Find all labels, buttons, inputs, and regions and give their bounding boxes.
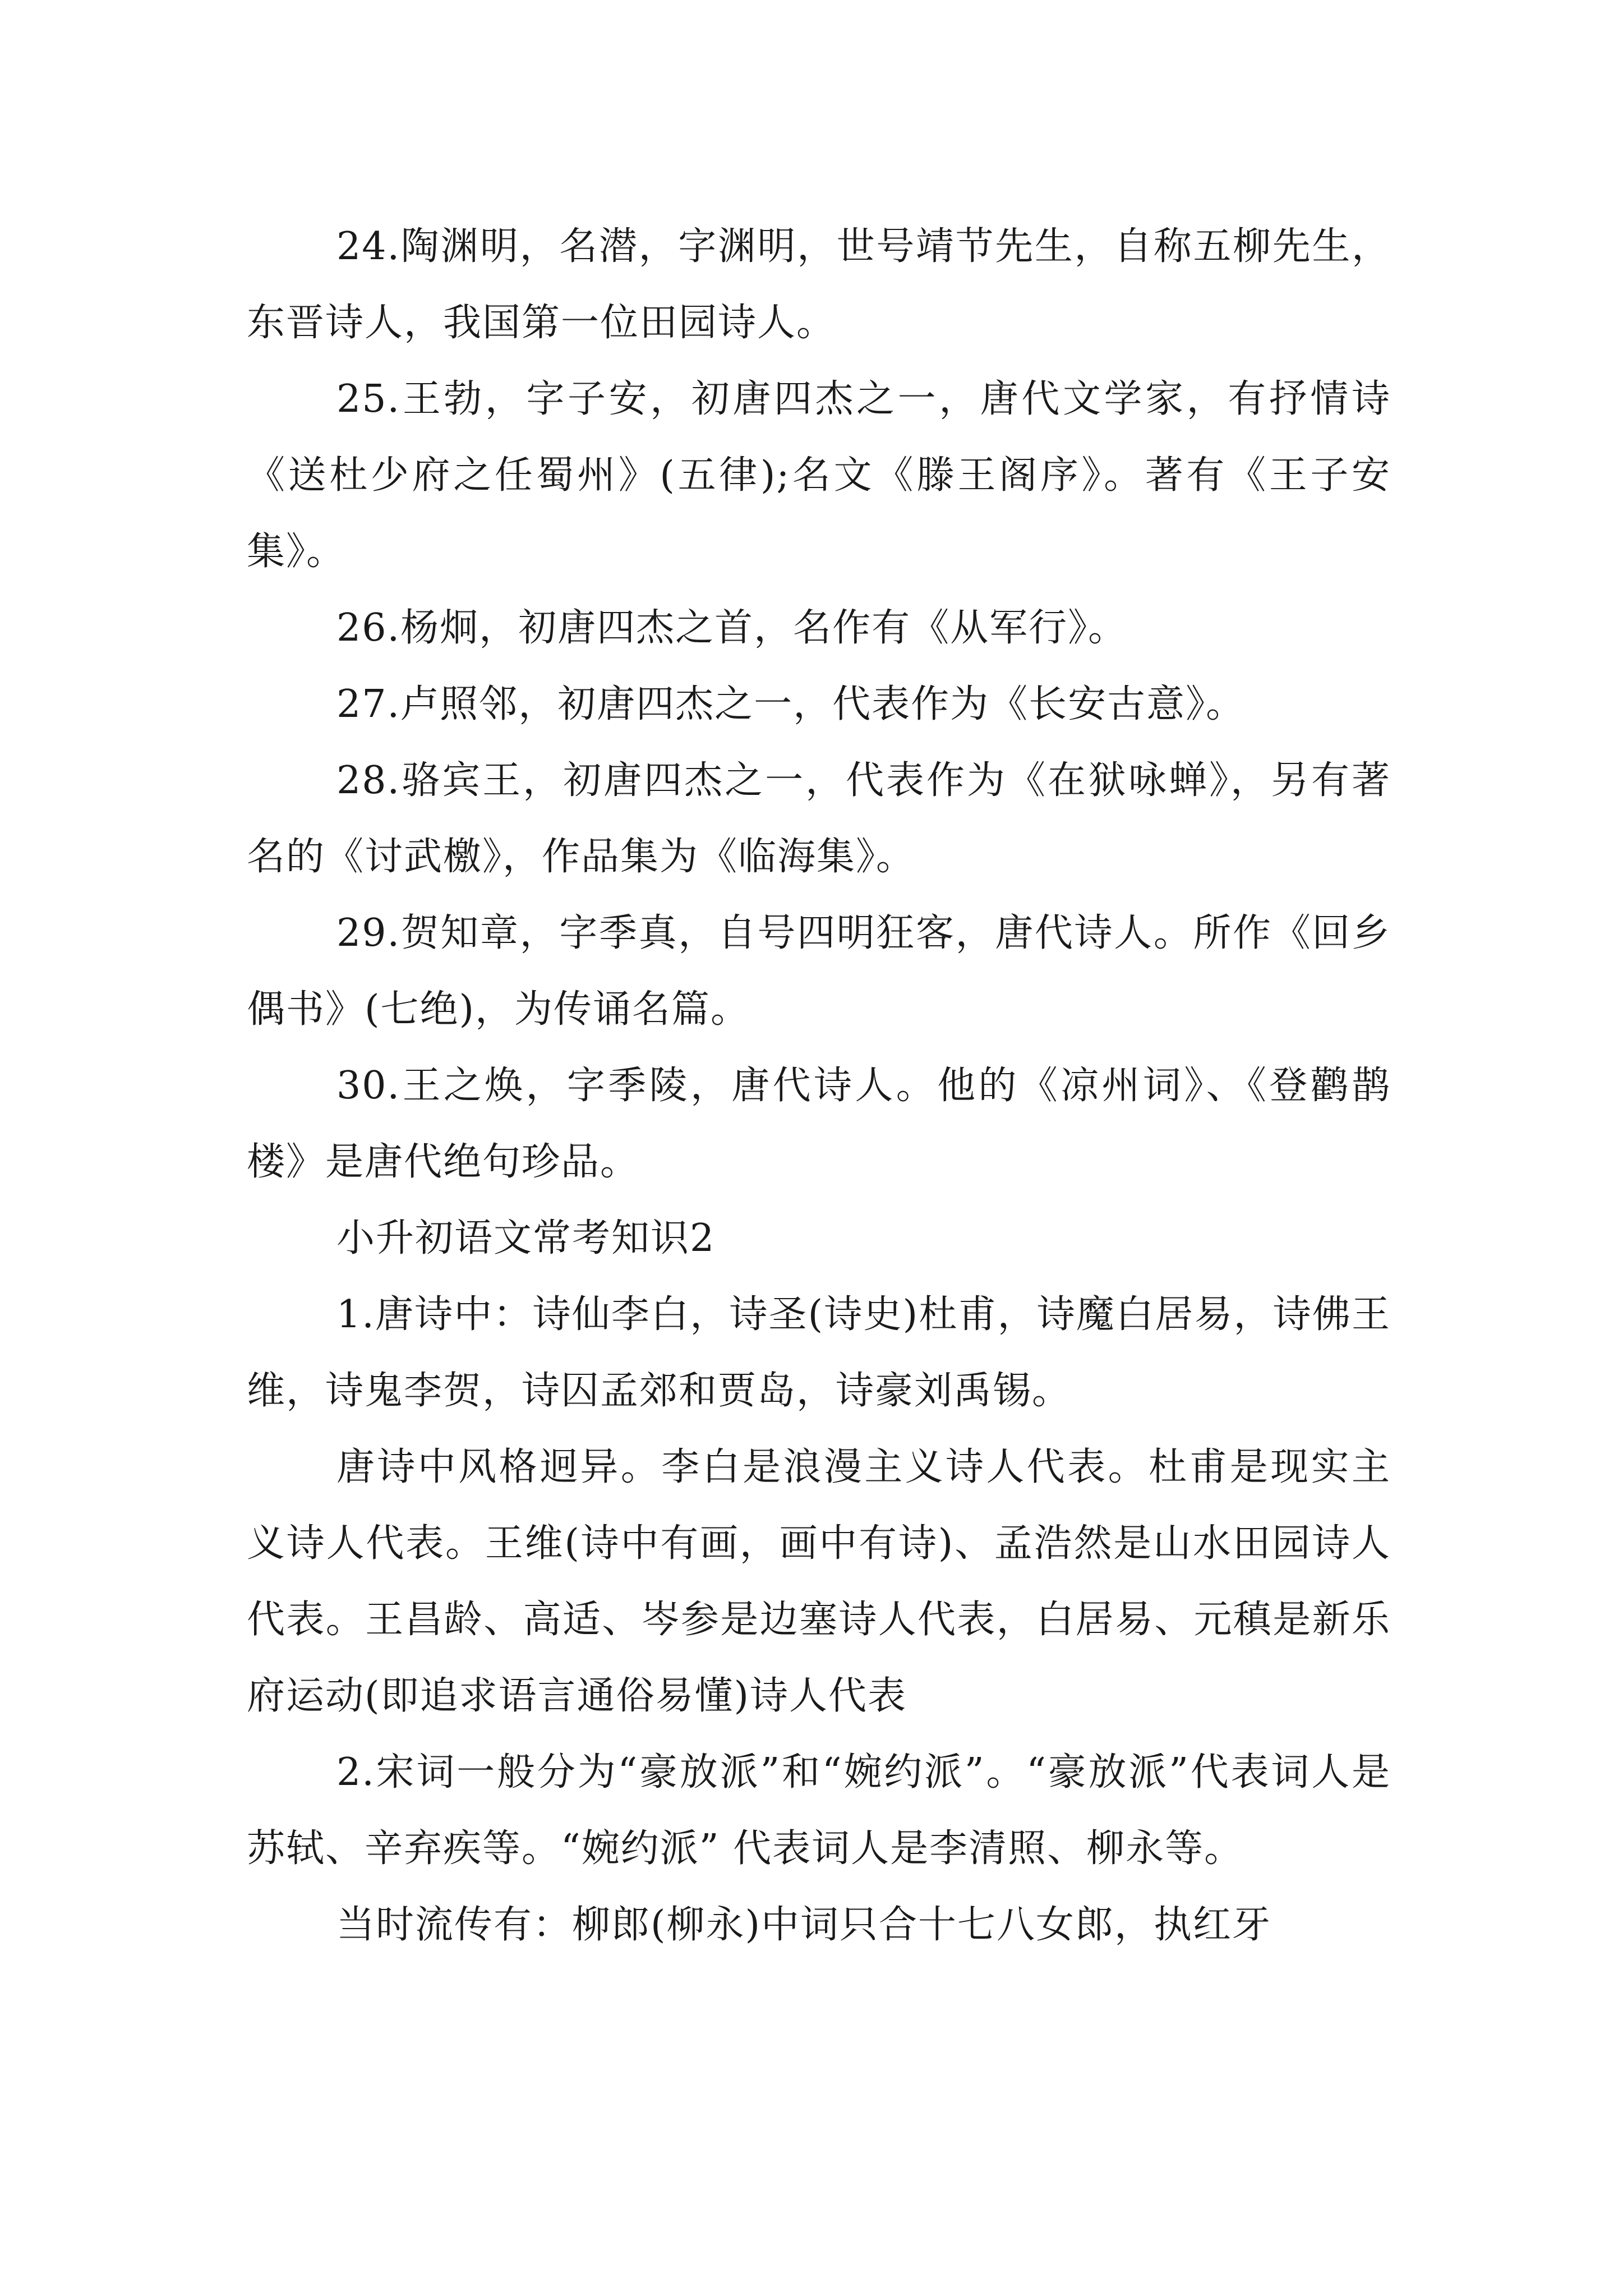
paragraph-luo-binwang: 28.骆宾王，初唐四杰之一，代表作为《在狱咏蝉》，另有著名的《讨武檄》，作品集为《临海集》。 (247, 758, 1391, 879)
section-heading: 小升初语文常考知识2 (336, 1216, 716, 1260)
paragraph-wang-zhihuan: 30.王之焕，字季陵，唐代诗人。他的《凉州词》、《登鹳鹊楼》是唐代绝句珍品。 (247, 1064, 1391, 1184)
paragraph-song-ci: 2.宋词一般分为“豪放派”和“婉约派”。“豪放派”代表词人是苏轼、辛弃疾等。“婉约派” 代表词人是李清照、柳永等。 (247, 1750, 1391, 1871)
paragraph-liu-yong: 当时流传有：柳郎(柳永)中词只合十七八女郎，执红牙 (336, 1903, 1272, 1947)
paragraph-tang-styles: 唐诗中风格迥异。李白是浪漫主义诗人代表。杜甫是现实主义诗人代表。王维(诗中有画，画中有诗)、孟浩然是山水田园诗人代表。王昌龄、高适、岑参是边塞诗人代表，白居易、元稹是新乐府运动(即追求语言通俗易懂)诗人代表 (247, 1445, 1391, 1718)
paragraph-yang-jiong: 26.杨炯，初唐四杰之首，名作有《从军行》。 (336, 606, 1128, 650)
paragraph-he-zhizhang: 29.贺知章，字季真，自号四明狂客，唐代诗人。所作《回乡偶书》(七绝)，为传诵名篇。 (247, 911, 1391, 1032)
paragraph-tao-yuanming: 24.陶渊明，名潜，字渊明，世号靖节先生，自称五柳先生，东晋诗人，我国第一位田园诗人。 (247, 224, 1391, 345)
document-body (247, 209, 1391, 1963)
paragraph-wang-bo: 25.王勃，字子安，初唐四杰之一，唐代文学家，有抒情诗《送杜少府之任蜀州》(五律);名文《滕王阁序》。著有《王子安集》。 (247, 377, 1391, 574)
paragraph-lu-zhaolin: 27.卢照邻，初唐四杰之一，代表作为《长安古意》。 (336, 682, 1246, 726)
paragraph-tang-poets: 1.唐诗中：诗仙李白，诗圣(诗史)杜甫，诗魔白居易，诗佛王维，诗鬼李贺，诗囚孟郊和贾岛，诗豪刘禹锡。 (247, 1292, 1391, 1413)
